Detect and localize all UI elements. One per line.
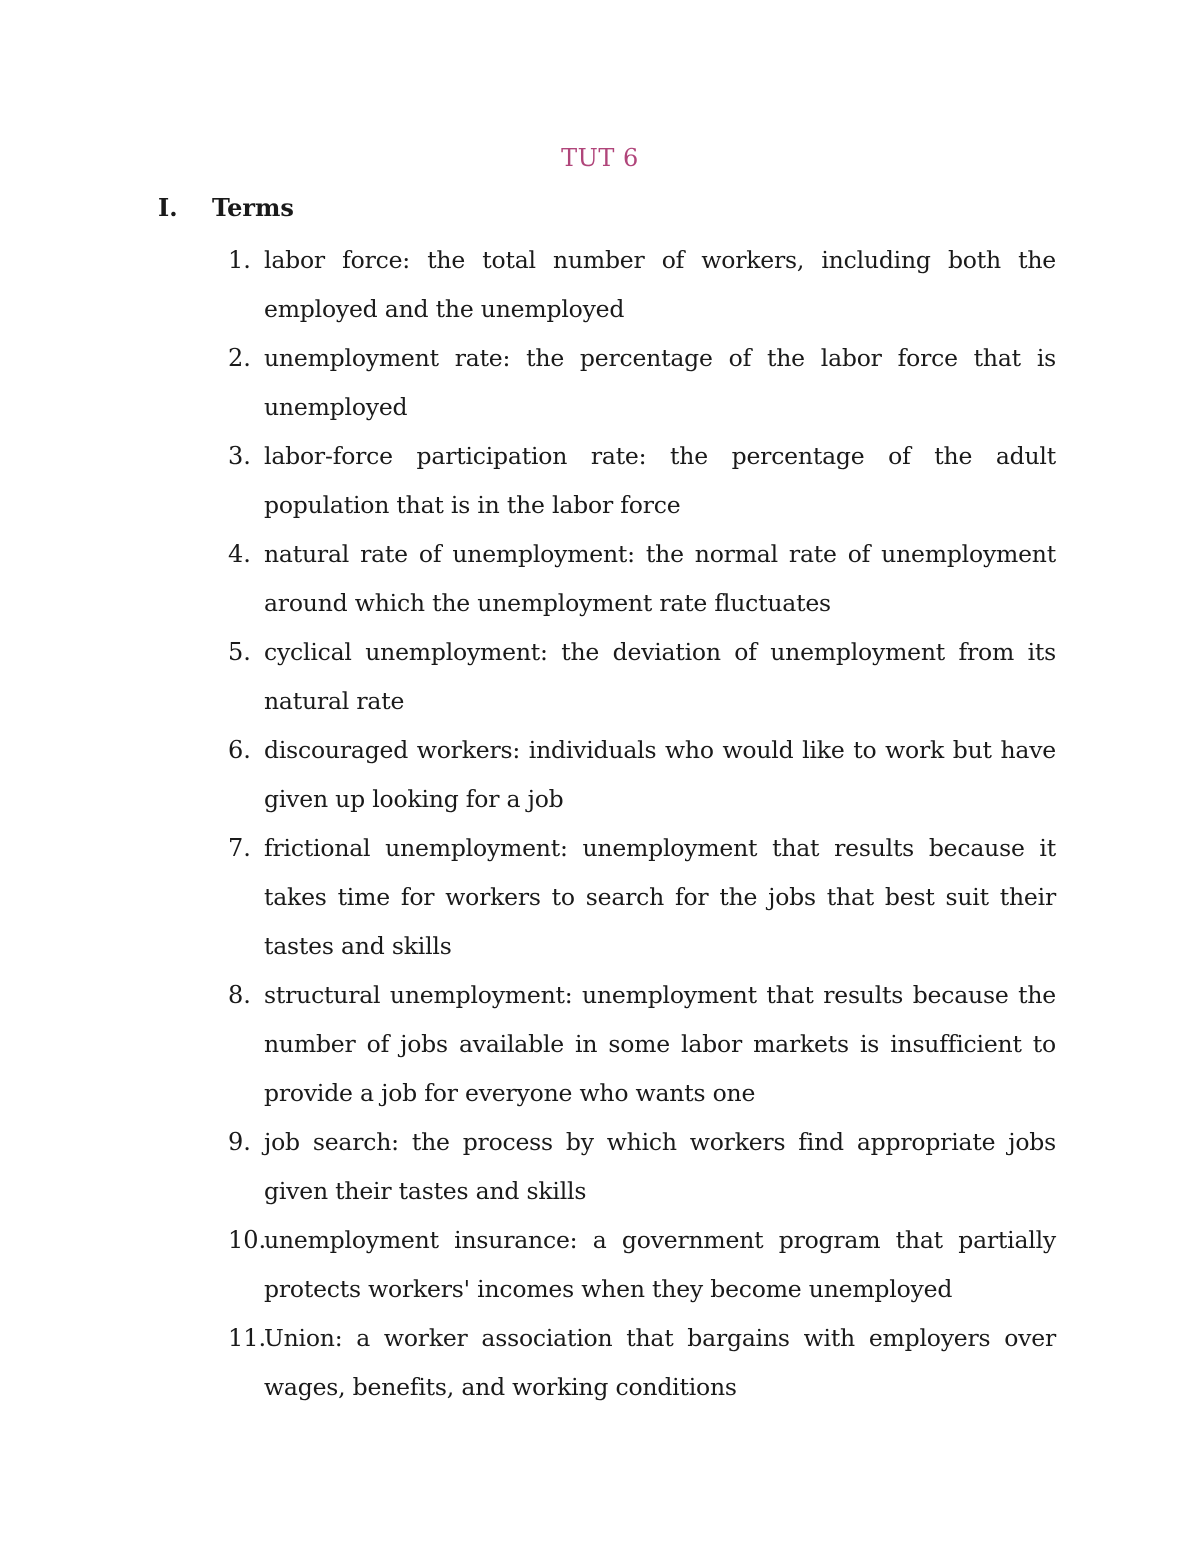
section-number: I.: [158, 193, 178, 222]
term-item: [0, 1314, 1200, 1412]
page-title: TUT 6: [561, 144, 639, 172]
term-number: 10.: [228, 1226, 267, 1254]
term-item: [0, 1216, 1200, 1314]
term-number: 7.: [228, 834, 251, 862]
term-definition: labor-force participation rate: the percentage of the adult population that is in the labor force: [264, 442, 1056, 519]
term-item: [0, 824, 1200, 971]
term-number: 6.: [228, 736, 251, 764]
term-item: [0, 334, 1200, 432]
term-number: 8.: [228, 981, 251, 1009]
term-definition: discouraged workers: individuals who would like to work but have given up looking for a job: [264, 736, 1056, 813]
term-definition: natural rate of unemployment: the normal rate of unemployment around which the unemployment rate fluctuates: [264, 540, 1056, 617]
term-definition: frictional unemployment: unemployment that results because it takes time for workers to search for the jobs that best suit their tastes and skills: [264, 834, 1056, 960]
term-item: [0, 971, 1200, 1118]
term-number: 4.: [228, 540, 251, 568]
term-number: 9.: [228, 1128, 251, 1156]
term-item: [0, 726, 1200, 824]
term-definition: unemployment rate: the percentage of the labor force that is unemployed: [264, 344, 1056, 421]
term-number: 5.: [228, 638, 251, 666]
term-definition: structural unemployment: unemployment that results because the number of jobs available in some labor markets is insufficient to provide a job for everyone who wants one: [264, 981, 1056, 1107]
term-number: 1.: [228, 246, 251, 274]
term-definition: Union: a worker association that bargains with employers over wages, benefits, and working conditions: [264, 1324, 1056, 1401]
term-item: [0, 1118, 1200, 1216]
section-title: Terms: [212, 193, 294, 222]
term-definition: cyclical unemployment: the deviation of unemployment from its natural rate: [264, 638, 1056, 715]
term-item: [0, 236, 1200, 334]
term-definition: unemployment insurance: a government program that partially protects workers' incomes when they become unemployed: [264, 1226, 1056, 1303]
term-item: [0, 432, 1200, 530]
term-item: [0, 530, 1200, 628]
term-item: [0, 628, 1200, 726]
term-number: 11.: [228, 1324, 267, 1352]
term-definition: labor force: the total number of workers, including both the employed and the unemployed: [264, 246, 1056, 323]
term-number: 2.: [228, 344, 251, 372]
term-definition: job search: the process by which workers find appropriate jobs given their tastes and skills: [264, 1128, 1056, 1205]
section-heading: [158, 190, 294, 226]
terms-list: [0, 236, 1200, 1412]
term-number: 3.: [228, 442, 251, 470]
